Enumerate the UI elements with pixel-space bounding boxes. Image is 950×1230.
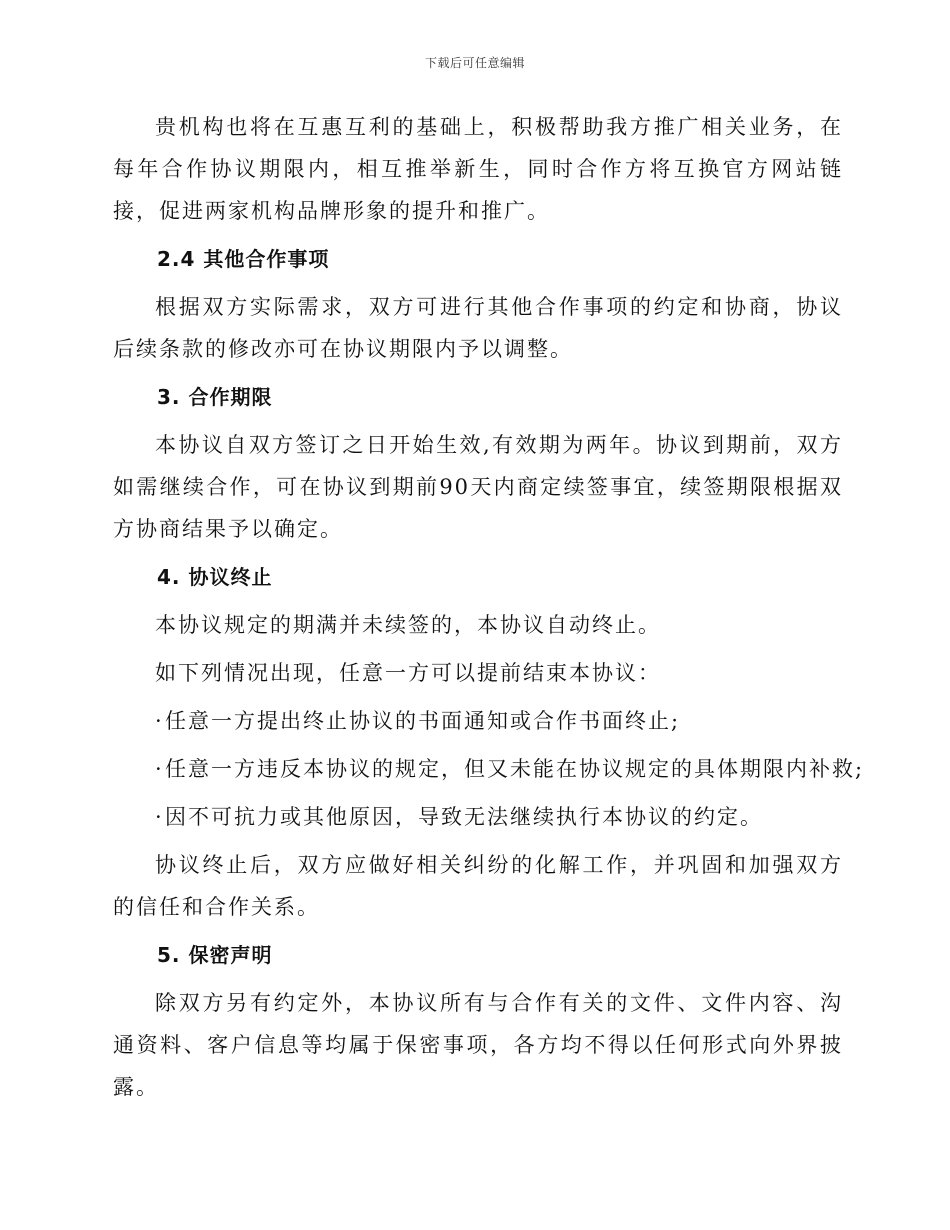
section-5-paragraph: 除双方另有约定外，本协议所有与合作有关的文件、文件内容、沟通资料、客户信息等均属于保密事项，各方均不得以任何形式向外界披露。: [113, 991, 843, 1099]
section-heading-5: 5. 保密声明: [157, 943, 273, 967]
intro-paragraph: 贵机构也将在互惠互利的基础上，积极帮助我方推广相关业务，在每年合作协议期限内，相互推举新生，同时合作方将互换官方网站链接，促进两家机构品牌形象的提升和推广。: [113, 115, 843, 223]
bullet-icon: ·: [155, 757, 164, 781]
list-item-text: 任意一方提出终止协议的书面通知或合作书面终止;: [165, 709, 681, 733]
section-heading-2-4: 2.4 其他合作事项: [157, 247, 330, 271]
section-3-paragraph: 本协议自双方签订之日开始生效,有效期为两年。协议到期前，双方如需继续合作，可在协议到期前90天内商定续签事宜，续签期限根据双方协商结果予以确定。: [113, 433, 843, 541]
section-4-paragraph-2: 如下列情况出现，任意一方可以提前结束本协议：: [155, 661, 661, 685]
section-4-paragraph-3: 协议终止后，双方应做好相关纠纷的化解工作，并巩固和加强双方的信任和合作关系。: [113, 853, 843, 919]
list-item: [113, 700, 843, 742]
list-item-text: 因不可抗力或其他原因，导致无法继续执行本协议的约定。: [165, 805, 763, 829]
list-item-text: 任意一方违反本协议的规定，但又未能在协议规定的具体期限内补救;: [165, 757, 865, 781]
list-item: [113, 748, 865, 790]
header-note: 下载后可任意编辑: [424, 56, 525, 70]
document-body: [113, 106, 865, 1114]
bullet-icon: ·: [155, 805, 164, 829]
section-4-paragraph-1: 本协议规定的期满并未续签的，本协议自动终止。: [155, 613, 661, 637]
section-heading-3: 3. 合作期限: [157, 385, 273, 409]
list-item: [113, 796, 843, 838]
section-2-4-paragraph: 根据双方实际需求，双方可进行其他合作事项的约定和协商，协议后续条款的修改亦可在协议期限内予以调整。: [113, 295, 843, 361]
bullet-icon: ·: [155, 709, 164, 733]
section-heading-4: 4. 协议终止: [157, 565, 273, 589]
